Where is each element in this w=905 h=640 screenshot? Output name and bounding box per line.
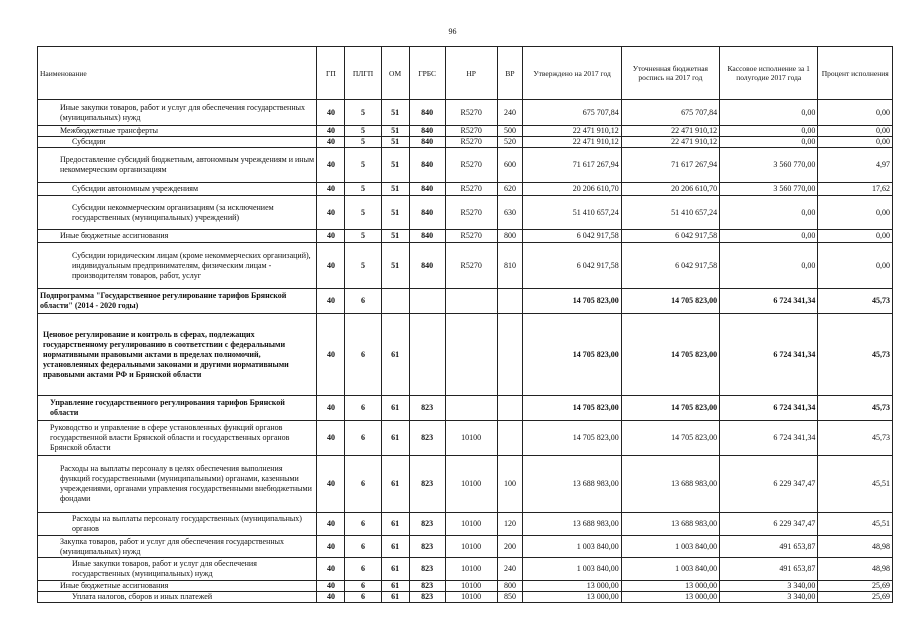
row-refined: 6 042 917,58 xyxy=(621,230,719,243)
row-refined: 51 410 657,24 xyxy=(621,196,719,230)
row-gp: 40 xyxy=(317,536,345,558)
row-om: 51 xyxy=(381,183,409,196)
row-cash: 0,00 xyxy=(720,230,818,243)
row-pgp: 6 xyxy=(345,581,381,592)
row-grbs: 840 xyxy=(409,126,445,137)
row-gp: 40 xyxy=(317,243,345,289)
row-name: Иные бюджетные ассигнования xyxy=(38,230,317,243)
row-grbs xyxy=(409,289,445,314)
row-pgp: 6 xyxy=(345,513,381,536)
row-pgp: 6 xyxy=(345,592,381,603)
row-nr: R5270 xyxy=(445,243,497,289)
row-name: Иные закупки товаров, работ и услуг для обеспечения государственных (муниципальных) нужд xyxy=(38,100,317,126)
table-row xyxy=(38,558,893,581)
row-nr: 10100 xyxy=(445,456,497,513)
row-pgp: 5 xyxy=(345,243,381,289)
row-approved: 6 042 917,58 xyxy=(523,230,621,243)
row-nr: R5270 xyxy=(445,230,497,243)
row-om: 51 xyxy=(381,137,409,148)
row-nr: 10100 xyxy=(445,558,497,581)
header-pgp: ПЛГП xyxy=(345,47,381,100)
row-refined: 6 042 917,58 xyxy=(621,243,719,289)
row-percent: 45,51 xyxy=(818,513,893,536)
row-pgp: 6 xyxy=(345,396,381,421)
row-cash: 6 724 341,34 xyxy=(720,421,818,456)
row-approved: 13 688 983,00 xyxy=(523,513,621,536)
row-percent: 0,00 xyxy=(818,126,893,137)
row-name: Субсидии автономным учреждениям xyxy=(38,183,317,196)
row-nr: R5270 xyxy=(445,126,497,137)
row-name: Уплата налогов, сборов и иных платежей xyxy=(38,592,317,603)
row-pgp: 6 xyxy=(345,289,381,314)
row-percent: 25,69 xyxy=(818,581,893,592)
row-percent: 0,00 xyxy=(818,243,893,289)
row-refined: 14 705 823,00 xyxy=(621,314,719,396)
row-vr: 240 xyxy=(497,558,523,581)
header-grbs: ГРБС xyxy=(409,47,445,100)
row-om: 61 xyxy=(381,513,409,536)
table-row xyxy=(38,592,893,603)
row-percent: 45,73 xyxy=(818,396,893,421)
row-pgp: 5 xyxy=(345,196,381,230)
row-om: 61 xyxy=(381,581,409,592)
table-row xyxy=(38,314,893,396)
row-refined: 20 206 610,70 xyxy=(621,183,719,196)
row-percent: 45,73 xyxy=(818,289,893,314)
row-name: Предоставление субсидий бюджетным, автономным учреждениям и иным некоммерческим организациям xyxy=(38,148,317,183)
table-row xyxy=(38,183,893,196)
row-pgp: 6 xyxy=(345,421,381,456)
row-cash: 3 560 770,00 xyxy=(720,183,818,196)
row-cash: 6 724 341,34 xyxy=(720,289,818,314)
row-approved: 13 688 983,00 xyxy=(523,456,621,513)
row-pgp: 6 xyxy=(345,536,381,558)
row-approved: 675 707,84 xyxy=(523,100,621,126)
header-name: Наименование xyxy=(38,47,317,100)
row-name: Расходы на выплаты персоналу государственных (муниципальных) органов xyxy=(38,513,317,536)
row-name: Управление государственного регулирования тарифов Брянской области xyxy=(38,396,317,421)
row-percent: 25,69 xyxy=(818,592,893,603)
row-om: 51 xyxy=(381,230,409,243)
row-om xyxy=(381,289,409,314)
row-vr: 500 xyxy=(497,126,523,137)
row-nr: 10100 xyxy=(445,513,497,536)
row-om: 51 xyxy=(381,196,409,230)
row-grbs: 823 xyxy=(409,536,445,558)
table-row xyxy=(38,230,893,243)
row-cash: 0,00 xyxy=(720,126,818,137)
row-cash: 0,00 xyxy=(720,243,818,289)
header-cash: Кассовое исполнение за 1 полугодие 2017 года xyxy=(720,47,818,100)
row-vr: 120 xyxy=(497,513,523,536)
row-gp: 40 xyxy=(317,100,345,126)
row-om: 61 xyxy=(381,314,409,396)
row-percent: 48,98 xyxy=(818,558,893,581)
row-approved: 13 000,00 xyxy=(523,581,621,592)
row-cash: 491 653,87 xyxy=(720,536,818,558)
row-gp: 40 xyxy=(317,558,345,581)
row-refined: 13 688 983,00 xyxy=(621,513,719,536)
row-refined: 1 003 840,00 xyxy=(621,536,719,558)
table-header-row xyxy=(38,47,893,100)
row-grbs: 823 xyxy=(409,421,445,456)
header-approved: Утверждено на 2017 год xyxy=(523,47,621,100)
row-pgp: 5 xyxy=(345,100,381,126)
row-percent: 45,73 xyxy=(818,421,893,456)
row-approved: 22 471 910,12 xyxy=(523,126,621,137)
row-grbs: 840 xyxy=(409,230,445,243)
row-approved: 13 000,00 xyxy=(523,592,621,603)
row-gp: 40 xyxy=(317,230,345,243)
row-cash: 491 653,87 xyxy=(720,558,818,581)
row-grbs: 823 xyxy=(409,558,445,581)
row-om: 51 xyxy=(381,100,409,126)
budget-table xyxy=(37,46,893,603)
row-gp: 40 xyxy=(317,513,345,536)
row-refined: 22 471 910,12 xyxy=(621,137,719,148)
row-om: 61 xyxy=(381,536,409,558)
row-pgp: 5 xyxy=(345,148,381,183)
row-vr: 850 xyxy=(497,592,523,603)
row-refined: 13 000,00 xyxy=(621,592,719,603)
header-refined: Уточненная бюджетная роспись на 2017 год xyxy=(621,47,719,100)
row-nr: 10100 xyxy=(445,421,497,456)
row-refined: 22 471 910,12 xyxy=(621,126,719,137)
row-refined: 13 688 983,00 xyxy=(621,456,719,513)
row-approved: 14 705 823,00 xyxy=(523,421,621,456)
row-nr: 10100 xyxy=(445,536,497,558)
row-nr: R5270 xyxy=(445,183,497,196)
table-row xyxy=(38,100,893,126)
row-gp: 40 xyxy=(317,148,345,183)
table-row xyxy=(38,196,893,230)
row-grbs: 840 xyxy=(409,243,445,289)
row-cash: 3 340,00 xyxy=(720,581,818,592)
row-vr: 800 xyxy=(497,581,523,592)
row-pgp: 5 xyxy=(345,126,381,137)
row-approved: 20 206 610,70 xyxy=(523,183,621,196)
header-nr: НР xyxy=(445,47,497,100)
row-vr: 520 xyxy=(497,137,523,148)
row-nr: 10100 xyxy=(445,581,497,592)
row-gp: 40 xyxy=(317,137,345,148)
row-grbs: 823 xyxy=(409,592,445,603)
row-name: Расходы на выплаты персоналу в целях обеспечения выполнения функций государственными (муниципальными) органами, казенными учреждениями, органами управления государственными внебюджетными фондами xyxy=(38,456,317,513)
row-grbs: 823 xyxy=(409,396,445,421)
row-approved: 6 042 917,58 xyxy=(523,243,621,289)
row-grbs: 823 xyxy=(409,581,445,592)
row-name: Субсидии xyxy=(38,137,317,148)
table-row xyxy=(38,536,893,558)
header-percent: Процент исполнения xyxy=(818,47,893,100)
row-om: 51 xyxy=(381,126,409,137)
row-nr: 10100 xyxy=(445,592,497,603)
table-row xyxy=(38,148,893,183)
row-vr xyxy=(497,396,523,421)
row-pgp: 5 xyxy=(345,137,381,148)
row-vr: 200 xyxy=(497,536,523,558)
row-percent: 0,00 xyxy=(818,196,893,230)
row-nr: R5270 xyxy=(445,196,497,230)
row-vr: 600 xyxy=(497,148,523,183)
row-approved: 14 705 823,00 xyxy=(523,314,621,396)
row-pgp: 6 xyxy=(345,456,381,513)
row-approved: 14 705 823,00 xyxy=(523,396,621,421)
row-percent: 4,97 xyxy=(818,148,893,183)
row-cash: 6 724 341,34 xyxy=(720,396,818,421)
row-om: 61 xyxy=(381,558,409,581)
row-name: Субсидии юридическим лицам (кроме некоммерческих организаций), индивидуальным предпринимателям, физическим лицам - производителям товаров, работ, услуг xyxy=(38,243,317,289)
table-row xyxy=(38,581,893,592)
row-vr: 100 xyxy=(497,456,523,513)
row-grbs: 840 xyxy=(409,137,445,148)
header-vr: ВР xyxy=(497,47,523,100)
row-om: 61 xyxy=(381,421,409,456)
row-nr: R5270 xyxy=(445,100,497,126)
row-gp: 40 xyxy=(317,183,345,196)
row-vr xyxy=(497,289,523,314)
row-pgp: 5 xyxy=(345,230,381,243)
table-row xyxy=(38,243,893,289)
row-name: Иные закупки товаров, работ и услуг для обеспечения государственных (муниципальных) нужд xyxy=(38,558,317,581)
row-refined: 14 705 823,00 xyxy=(621,396,719,421)
row-om: 51 xyxy=(381,243,409,289)
row-vr: 630 xyxy=(497,196,523,230)
table-row xyxy=(38,421,893,456)
row-percent: 48,98 xyxy=(818,536,893,558)
page-number: 96 xyxy=(448,27,457,36)
row-percent: 45,51 xyxy=(818,456,893,513)
table-row xyxy=(38,126,893,137)
row-refined: 675 707,84 xyxy=(621,100,719,126)
row-vr: 620 xyxy=(497,183,523,196)
row-nr xyxy=(445,314,497,396)
row-vr: 240 xyxy=(497,100,523,126)
row-vr: 800 xyxy=(497,230,523,243)
row-cash: 3 560 770,00 xyxy=(720,148,818,183)
row-gp: 40 xyxy=(317,456,345,513)
row-percent: 17,62 xyxy=(818,183,893,196)
row-gp: 40 xyxy=(317,421,345,456)
row-name: Закупка товаров, работ и услуг для обеспечения государственных (муниципальных) нужд xyxy=(38,536,317,558)
row-approved: 51 410 657,24 xyxy=(523,196,621,230)
row-approved: 71 617 267,94 xyxy=(523,148,621,183)
row-grbs: 823 xyxy=(409,456,445,513)
row-percent: 0,00 xyxy=(818,230,893,243)
row-approved: 22 471 910,12 xyxy=(523,137,621,148)
row-nr: R5270 xyxy=(445,148,497,183)
row-gp: 40 xyxy=(317,289,345,314)
row-refined: 13 000,00 xyxy=(621,581,719,592)
row-refined: 1 003 840,00 xyxy=(621,558,719,581)
row-pgp: 6 xyxy=(345,558,381,581)
row-cash: 3 340,00 xyxy=(720,592,818,603)
row-gp: 40 xyxy=(317,396,345,421)
row-gp: 40 xyxy=(317,592,345,603)
row-grbs: 823 xyxy=(409,513,445,536)
row-nr xyxy=(445,289,497,314)
row-name: Руководство и управление в сфере установленных функций органов государственной власти Брянской области и государственных органов Брянской области xyxy=(38,421,317,456)
row-name: Подпрограмма "Государственное регулирование тарифов Брянской области" (2014 - 2020 годы) xyxy=(38,289,317,314)
row-pgp: 5 xyxy=(345,183,381,196)
row-name: Ценовое регулирование и контроль в сферах, подлежащих государственному регулированию в соответствии с федеральными нормативными правовыми актами в пределах полномочий, установленных федеральными законами и другими нормативными правовыми актами РФ и Брянской области xyxy=(38,314,317,396)
header-gp: ГП xyxy=(317,47,345,100)
row-om: 61 xyxy=(381,592,409,603)
row-grbs: 840 xyxy=(409,196,445,230)
row-pgp: 6 xyxy=(345,314,381,396)
table-row xyxy=(38,456,893,513)
row-grbs: 840 xyxy=(409,183,445,196)
row-name: Иные бюджетные ассигнования xyxy=(38,581,317,592)
table-row xyxy=(38,513,893,536)
row-refined: 71 617 267,94 xyxy=(621,148,719,183)
row-om: 61 xyxy=(381,396,409,421)
row-cash: 0,00 xyxy=(720,137,818,148)
row-name: Межбюджетные трансферты xyxy=(38,126,317,137)
row-cash: 0,00 xyxy=(720,100,818,126)
row-gp: 40 xyxy=(317,314,345,396)
row-vr: 810 xyxy=(497,243,523,289)
row-gp: 40 xyxy=(317,196,345,230)
row-grbs: 840 xyxy=(409,100,445,126)
row-name: Субсидии некоммерческим организациям (за исключением государственных (муниципальных) учреждений) xyxy=(38,196,317,230)
row-cash: 6 724 341,34 xyxy=(720,314,818,396)
row-om: 61 xyxy=(381,456,409,513)
table-row xyxy=(38,396,893,421)
row-refined: 14 705 823,00 xyxy=(621,421,719,456)
row-nr: R5270 xyxy=(445,137,497,148)
row-cash: 6 229 347,47 xyxy=(720,513,818,536)
row-grbs xyxy=(409,314,445,396)
row-percent: 0,00 xyxy=(818,100,893,126)
row-grbs: 840 xyxy=(409,148,445,183)
row-om: 51 xyxy=(381,148,409,183)
row-cash: 0,00 xyxy=(720,196,818,230)
row-approved: 1 003 840,00 xyxy=(523,558,621,581)
row-gp: 40 xyxy=(317,581,345,592)
row-refined: 14 705 823,00 xyxy=(621,289,719,314)
row-percent: 45,73 xyxy=(818,314,893,396)
row-approved: 1 003 840,00 xyxy=(523,536,621,558)
table-row xyxy=(38,137,893,148)
row-approved: 14 705 823,00 xyxy=(523,289,621,314)
row-cash: 6 229 347,47 xyxy=(720,456,818,513)
table-row xyxy=(38,289,893,314)
row-percent: 0,00 xyxy=(818,137,893,148)
row-gp: 40 xyxy=(317,126,345,137)
header-om: ОМ xyxy=(381,47,409,100)
row-vr xyxy=(497,421,523,456)
row-vr xyxy=(497,314,523,396)
row-nr xyxy=(445,396,497,421)
